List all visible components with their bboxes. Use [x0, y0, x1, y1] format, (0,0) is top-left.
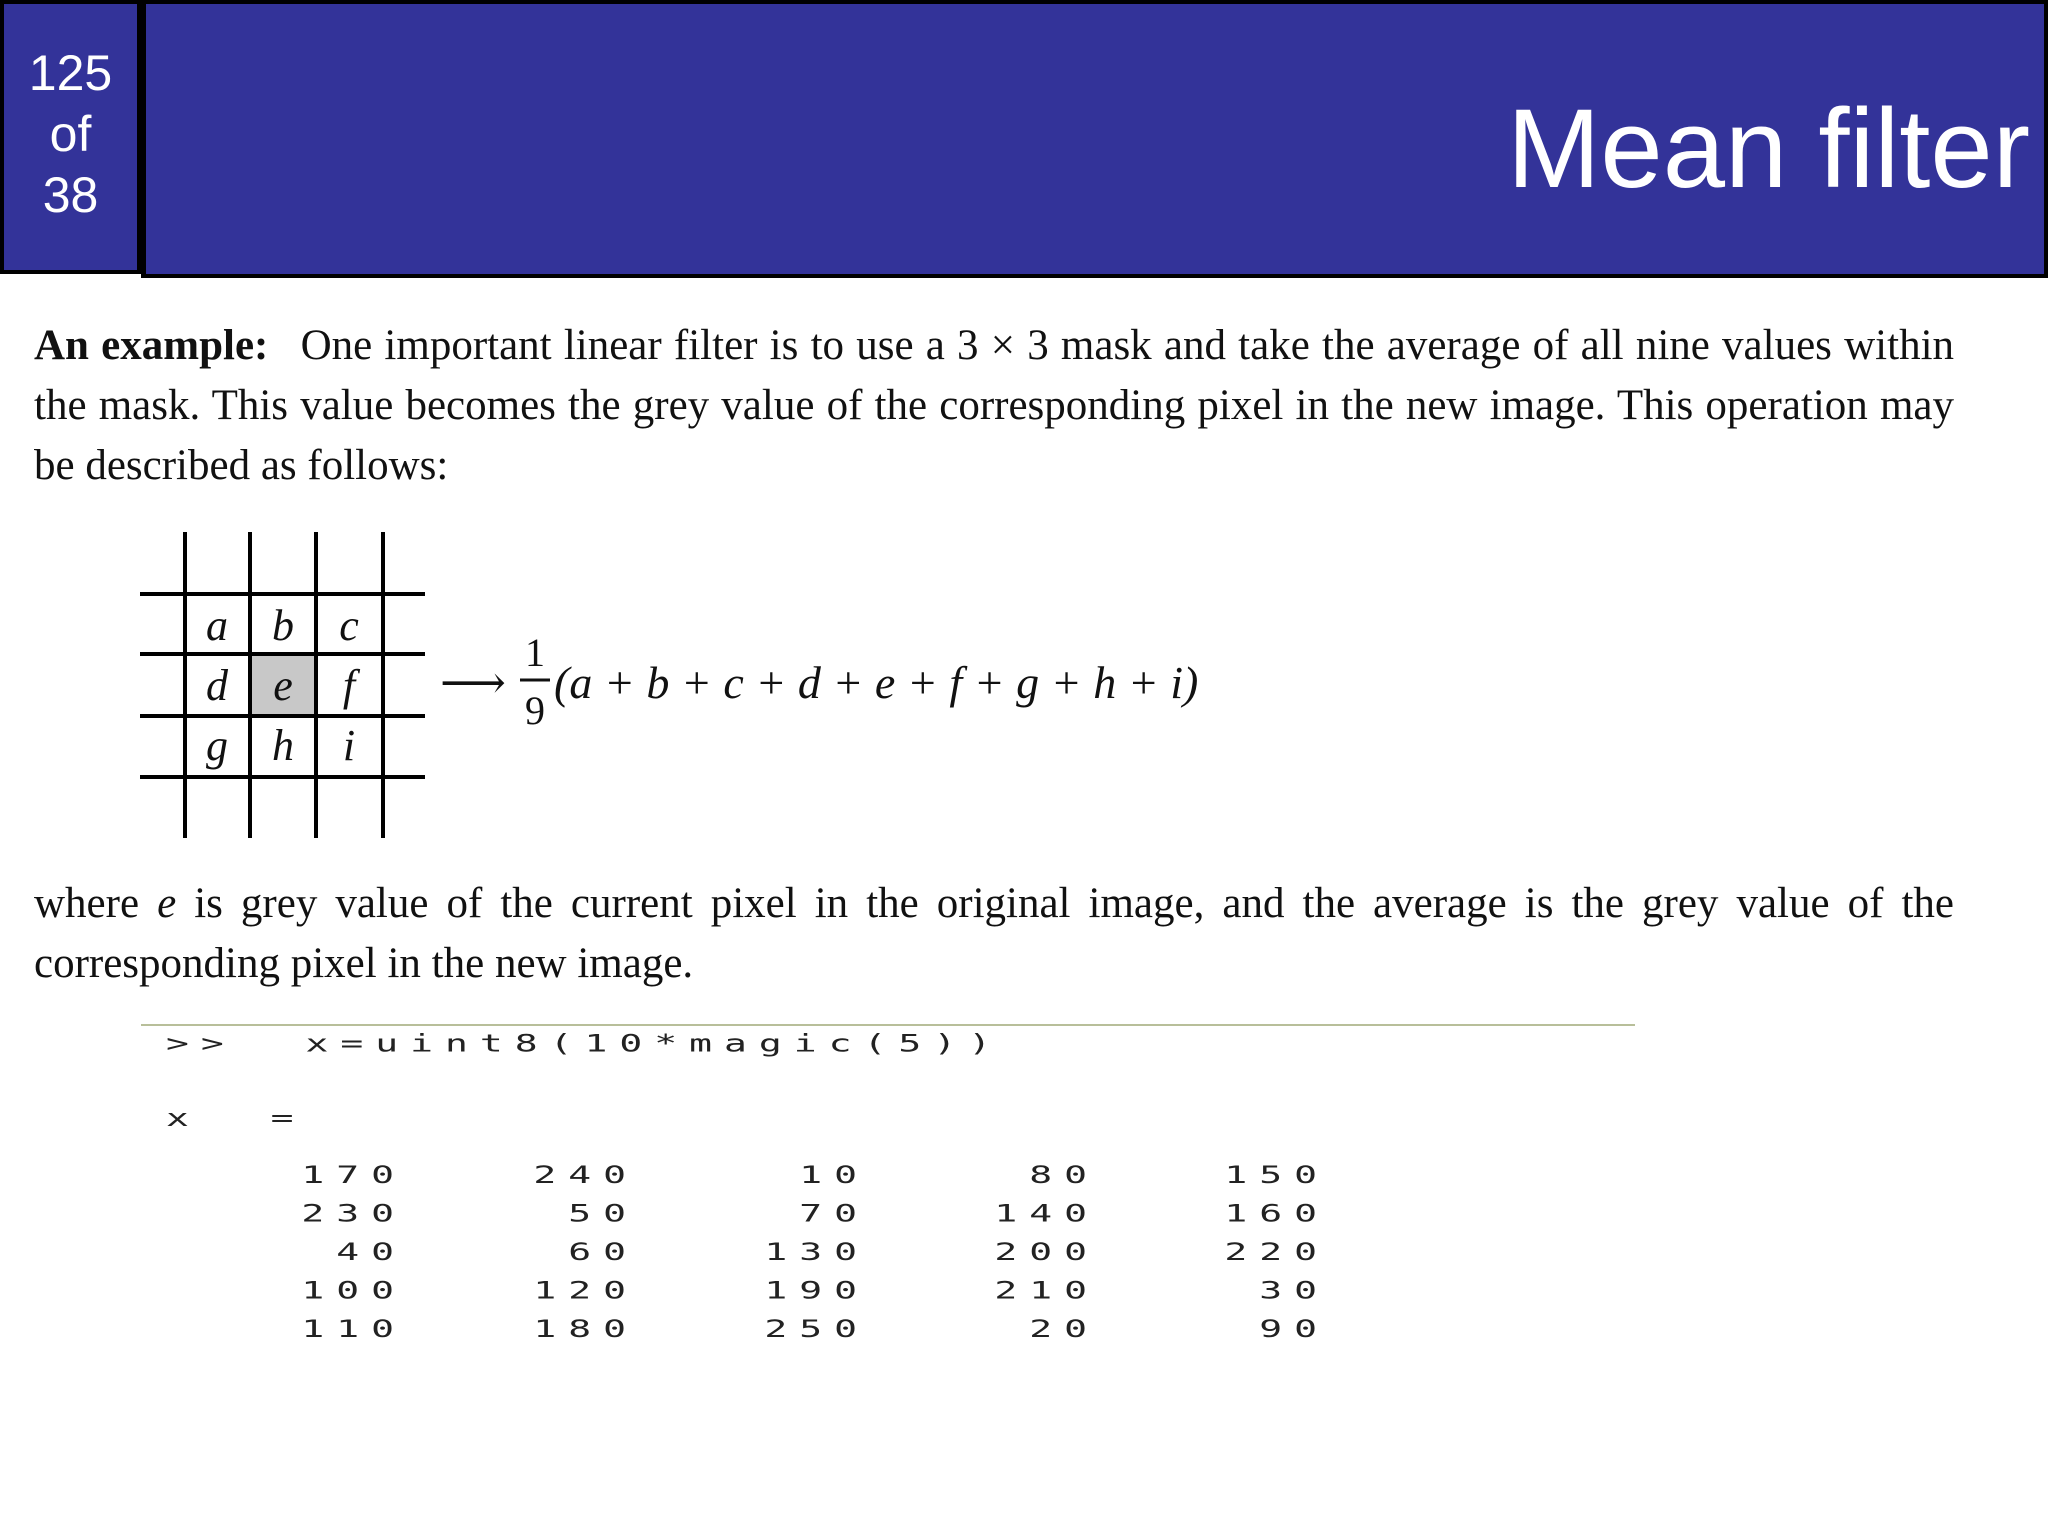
matrix-cell: 30	[1259, 1276, 1329, 1305]
explanation-var: e	[157, 880, 177, 927]
fraction-numerator: 1	[525, 630, 545, 675]
slide-header	[0, 0, 2048, 278]
average-formula: (a + b + c + d + e + f + g + h + i)	[554, 657, 1199, 708]
mask-diagram	[140, 532, 1240, 844]
output-label: x =	[166, 1104, 306, 1132]
matrix-cell: 80	[1029, 1161, 1099, 1189]
matlab-code-block	[166, 1030, 1329, 1343]
mask-cell-g: g	[206, 721, 228, 770]
matrix-cell: 150	[1224, 1161, 1329, 1189]
mask-cell-b: b	[272, 601, 294, 650]
mapping-arrow: ⟶	[440, 655, 506, 709]
code-divider	[141, 1024, 1635, 1026]
page-of: of	[49, 105, 92, 162]
mask-cell-i: i	[342, 721, 356, 770]
page-number: 125	[28, 44, 113, 101]
matrix-cell: 250	[764, 1315, 869, 1343]
title-bar	[141, 0, 2048, 278]
matrix-cell: 140	[994, 1199, 1099, 1228]
mask-cell-a: a	[206, 601, 228, 650]
matrix-cell: 210	[994, 1276, 1099, 1305]
matrix-cell: 90	[1259, 1315, 1329, 1343]
intro-paragraph	[34, 316, 1954, 496]
matrix-cell: 40	[336, 1238, 406, 1266]
matrix-cell: 130	[764, 1238, 869, 1266]
matrix-cell: 190	[764, 1276, 869, 1305]
matrix-cell: 220	[1224, 1238, 1329, 1266]
page-total: 38	[42, 166, 99, 223]
mask-cell-f: f	[342, 661, 356, 710]
matrix-cell: 70	[799, 1199, 869, 1228]
matrix-cell: 10	[799, 1161, 869, 1189]
matrix-cell: 50	[568, 1199, 638, 1228]
matrix-cell: 160	[1224, 1199, 1329, 1228]
mask-cell-c: c	[339, 601, 359, 650]
mask-cell-h: h	[272, 721, 294, 770]
slide-title: Mean filter	[1507, 86, 2030, 211]
page-counter	[0, 0, 141, 274]
matrix-cell: 20	[1029, 1315, 1099, 1343]
matrix-cell: 180	[533, 1315, 638, 1343]
mask-cell-d: d	[206, 661, 228, 710]
explanation-after: is grey value of the current pixel in the original image, and the average is the grey value of the corresponding pixel in the new image.	[34, 880, 1954, 987]
matrix-cell: 120	[533, 1276, 638, 1305]
command-line: >> x=uint8(10*magic(5))	[166, 1030, 1004, 1058]
matrix-cell: 60	[568, 1238, 638, 1266]
matrix-cell: 230	[301, 1199, 406, 1228]
explanation-before: where	[34, 880, 158, 927]
fraction-denominator: 9	[525, 688, 545, 733]
matrix-cell: 240	[533, 1161, 638, 1189]
intro-lead: An example:	[34, 322, 269, 369]
matrix-cell: 200	[994, 1238, 1099, 1266]
explanation-paragraph	[34, 874, 1954, 994]
matrix-cell: 110	[301, 1315, 406, 1343]
matrix-cell: 170	[301, 1161, 406, 1189]
matrix-cell: 100	[301, 1276, 406, 1305]
mask-cell-e: e	[273, 661, 293, 710]
intro-text: One important linear filter is to use a 3 × 3 mask and take the average of all nine values within the mask. This value becomes the grey value of the corresponding pixel in the new image. This operation may be described as follows:	[34, 322, 1955, 489]
